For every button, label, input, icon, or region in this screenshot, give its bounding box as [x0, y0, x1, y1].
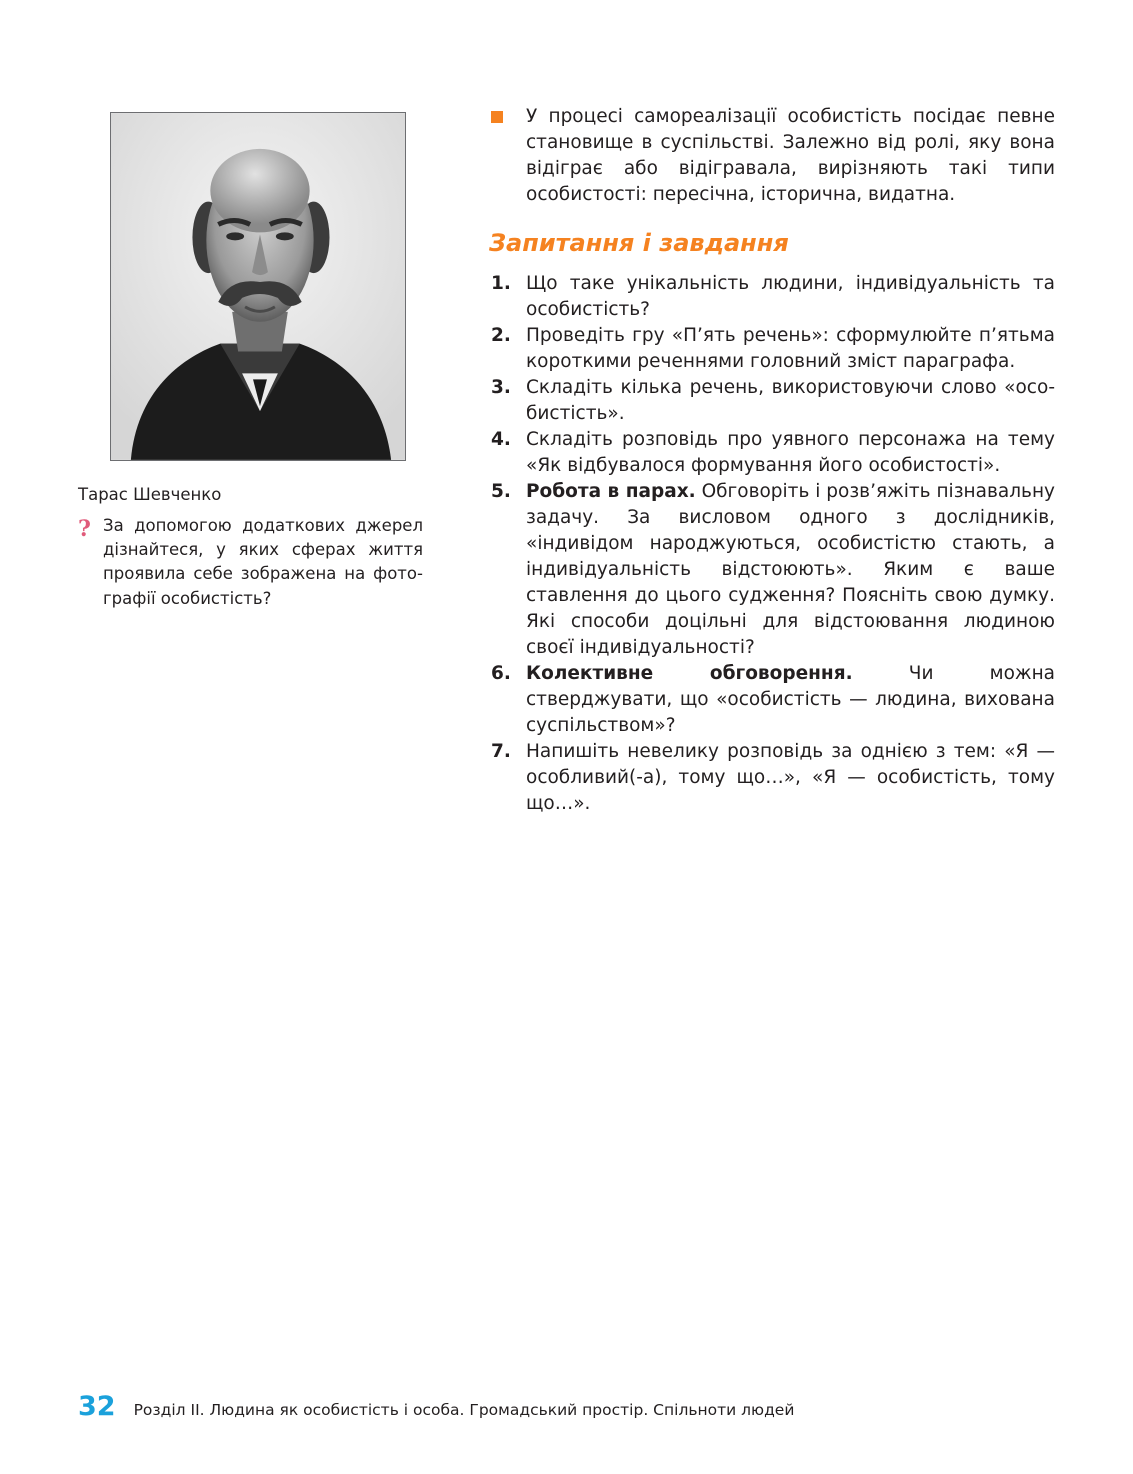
- task-number: 3.: [491, 377, 511, 398]
- running-footer-text: Розділ II. Людина як особистість і особа. Громадський простір. Спільноти людей: [133, 1401, 795, 1419]
- task-item: [491, 661, 1055, 739]
- task-lead: Робота в парах.: [526, 481, 696, 502]
- task-item: [491, 739, 1055, 817]
- task-number: 4.: [491, 429, 511, 450]
- portrait-photo: [110, 112, 406, 461]
- page-number: 32: [78, 1391, 116, 1422]
- task-text: Проведіть гру «П’ять речень»: сформулюйте п’ятьма короткими реченнями головний зміст параграфа.: [526, 325, 1055, 372]
- photo-caption: Тарас Шевченко: [78, 485, 222, 504]
- question-block: [78, 514, 423, 611]
- task-text: Складіть розповідь про уявного персонажа на тему «Як відбувалося формування його особистості».: [526, 429, 1055, 476]
- task-text: Що таке унікальність людини, індивідуальність та особистість?: [526, 273, 1055, 320]
- task-number: 7.: [491, 741, 511, 762]
- task-number: 5.: [491, 481, 511, 502]
- task-text: Напишіть невелику розповідь за однією з тем: «Я — особливий(-а), тому що…», «Я — особистість, тому що…».: [526, 741, 1055, 814]
- section-title: Запитання і завдання: [489, 229, 789, 257]
- question-mark-icon: ?: [78, 516, 91, 542]
- task-text: Складіть кілька речень, використовуючи слово «особистість».: [526, 377, 1055, 424]
- task-number: 6.: [491, 663, 511, 684]
- task-list: [491, 271, 1055, 817]
- task-number: 1.: [491, 273, 511, 294]
- page-footer: [78, 1391, 794, 1425]
- task-item: [491, 323, 1055, 375]
- task-lead: Колективне обговорення.: [526, 663, 853, 684]
- task-number: 2.: [491, 325, 511, 346]
- task-item: [491, 271, 1055, 323]
- portrait-drawing: [111, 113, 405, 460]
- task-text: Обговоріть і розв’яжіть пізнавальну задачу. За висловом одного з дослідників, «індивідом народжуються, особистістю стають, а індивідуальність відстоюють». Яким є ваше ставлення до цього судження? Поясніть свою думку. Які способи доцільні для відстоювання людиною своєї індивідуальності?: [526, 481, 1055, 658]
- square-bullet-icon: [491, 111, 503, 123]
- question-text: За допомогою додаткових джерел дізнайтеся, у яких сферах життя проявила себе зображена на фотографії особистість?: [103, 516, 423, 608]
- task-item: [491, 479, 1055, 661]
- task-item: [491, 427, 1055, 479]
- intro-text: У процесі самореалізації особистість посідає певне становище в суспільстві. Залежно від ролі, яку вона відіграє або відігравала, вирізняють такі типи особистості: пересічна, історична, видатна.: [526, 106, 1055, 205]
- intro-paragraph: [491, 104, 1055, 208]
- task-text: Чи можна стверджувати, що «особистість — людина, вихована суспільством»?: [526, 663, 1056, 736]
- task-item: [491, 375, 1055, 427]
